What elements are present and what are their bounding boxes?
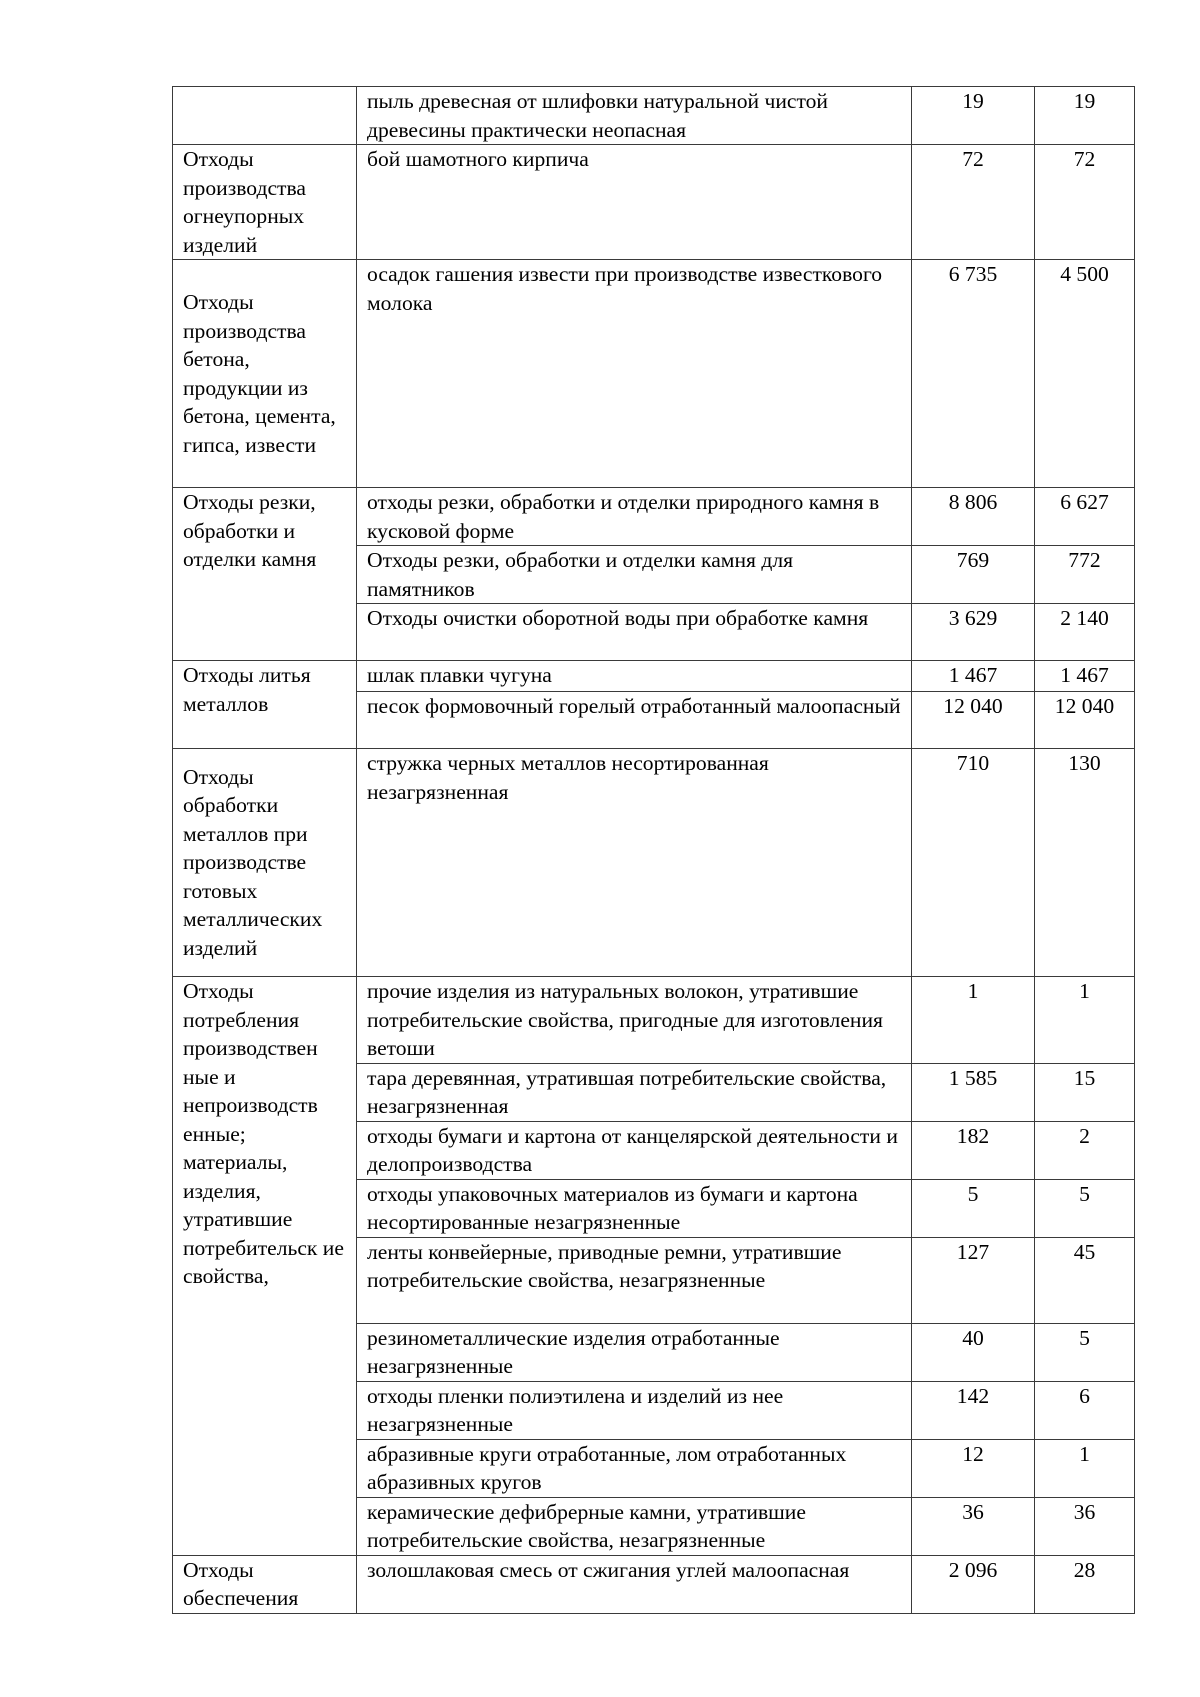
value-cell-1: 6 735 <box>912 260 1035 488</box>
table-row <box>173 145 1135 260</box>
category-cell: Отходы обеспечения <box>173 1555 357 1613</box>
waste-name-cell: отходы пленки полиэтилена и изделий из нее незагрязненные <box>357 1381 912 1439</box>
value-cell-2: 6 627 <box>1035 488 1135 546</box>
waste-name-cell: стружка черных металлов несортированная незагрязненная <box>357 749 912 977</box>
waste-name-cell: отходы резки, обработки и отделки природного камня в кусковой форме <box>357 488 912 546</box>
value-cell-2: 72 <box>1035 145 1135 260</box>
value-cell-1: 19 <box>912 87 1035 145</box>
waste-name-cell: тара деревянная, утратившая потребительские свойства, незагрязненная <box>357 1063 912 1121</box>
value-cell-1: 12 040 <box>912 692 1035 749</box>
value-cell-1: 1 467 <box>912 661 1035 692</box>
waste-name-cell: отходы бумаги и картона от канцелярской деятельности и делопроизводства <box>357 1121 912 1179</box>
value-cell-1: 710 <box>912 749 1035 977</box>
category-cell: Отходы производства бетона, продукции из бетона, цемента, гипса, извести <box>173 260 357 488</box>
table-row <box>173 488 1135 546</box>
table-row <box>173 87 1135 145</box>
value-cell-1: 127 <box>912 1237 1035 1323</box>
value-cell-2: 19 <box>1035 87 1135 145</box>
waste-name-cell: золошлаковая смесь от сжигания углей малоопасная <box>357 1555 912 1613</box>
value-cell-2: 2 140 <box>1035 604 1135 661</box>
value-cell-2: 130 <box>1035 749 1135 977</box>
waste-name-cell: осадок гашения извести при производстве известкового молока <box>357 260 912 488</box>
value-cell-1: 3 629 <box>912 604 1035 661</box>
value-cell-2: 1 467 <box>1035 661 1135 692</box>
value-cell-1: 182 <box>912 1121 1035 1179</box>
waste-name-cell: Отходы очистки оборотной воды при обработке камня <box>357 604 912 661</box>
waste-name-cell: отходы упаковочных материалов из бумаги и картона несортированные незагрязненные <box>357 1179 912 1237</box>
value-cell-1: 36 <box>912 1497 1035 1555</box>
value-cell-1: 8 806 <box>912 488 1035 546</box>
value-cell-2: 1 <box>1035 977 1135 1064</box>
value-cell-2: 5 <box>1035 1323 1135 1381</box>
waste-name-cell: прочие изделия из натуральных волокон, утратившие потребительские свойства, пригодные для изготовления ветоши <box>357 977 912 1064</box>
value-cell-2: 6 <box>1035 1381 1135 1439</box>
value-cell-2: 45 <box>1035 1237 1135 1323</box>
value-cell-2: 5 <box>1035 1179 1135 1237</box>
waste-name-cell: бой шамотного кирпича <box>357 145 912 260</box>
value-cell-1: 2 096 <box>912 1555 1035 1613</box>
waste-name-cell: шлак плавки чугуна <box>357 661 912 692</box>
waste-name-cell: песок формовочный горелый отработанный малоопасный <box>357 692 912 749</box>
waste-name-cell: резинометаллические изделия отработанные незагрязненные <box>357 1323 912 1381</box>
value-cell-1: 142 <box>912 1381 1035 1439</box>
value-cell-1: 1 <box>912 977 1035 1064</box>
value-cell-1: 40 <box>912 1323 1035 1381</box>
value-cell-1: 12 <box>912 1439 1035 1497</box>
value-cell-2: 4 500 <box>1035 260 1135 488</box>
waste-name-cell: абразивные круги отработанные, лом отработанных абразивных кругов <box>357 1439 912 1497</box>
table-row <box>173 1555 1135 1613</box>
value-cell-2: 772 <box>1035 546 1135 604</box>
value-cell-2: 28 <box>1035 1555 1135 1613</box>
table-row <box>173 661 1135 692</box>
waste-name-cell: Отходы резки, обработки и отделки камня для памятников <box>357 546 912 604</box>
waste-name-cell: пыль древесная от шлифовки натуральной чистой древесины практически неопасная <box>357 87 912 145</box>
waste-table <box>172 86 1135 1614</box>
table-row <box>173 260 1135 488</box>
value-cell-1: 769 <box>912 546 1035 604</box>
table-row <box>173 749 1135 977</box>
category-cell: Отходы литья металлов <box>173 661 357 749</box>
category-cell: Отходы резки, обработки и отделки камня <box>173 488 357 661</box>
value-cell-2: 2 <box>1035 1121 1135 1179</box>
category-cell: Отходы потребления производствен ные и непроизводств енные; материалы, изделия, утратившие потребительск ие свойства, <box>173 977 357 1556</box>
value-cell-1: 5 <box>912 1179 1035 1237</box>
value-cell-1: 72 <box>912 145 1035 260</box>
value-cell-2: 12 040 <box>1035 692 1135 749</box>
value-cell-2: 36 <box>1035 1497 1135 1555</box>
category-cell <box>173 87 357 145</box>
value-cell-2: 15 <box>1035 1063 1135 1121</box>
waste-name-cell: ленты конвейерные, приводные ремни, утратившие потребительские свойства, незагрязненные <box>357 1237 912 1323</box>
value-cell-2: 1 <box>1035 1439 1135 1497</box>
table-row <box>173 977 1135 1064</box>
waste-name-cell: керамические дефибрерные камни, утратившие потребительские свойства, незагрязненные <box>357 1497 912 1555</box>
category-cell: Отходы обработки металлов при производстве готовых металлических изделий <box>173 749 357 977</box>
value-cell-1: 1 585 <box>912 1063 1035 1121</box>
category-cell: Отходы производства огнеупорных изделий <box>173 145 357 260</box>
